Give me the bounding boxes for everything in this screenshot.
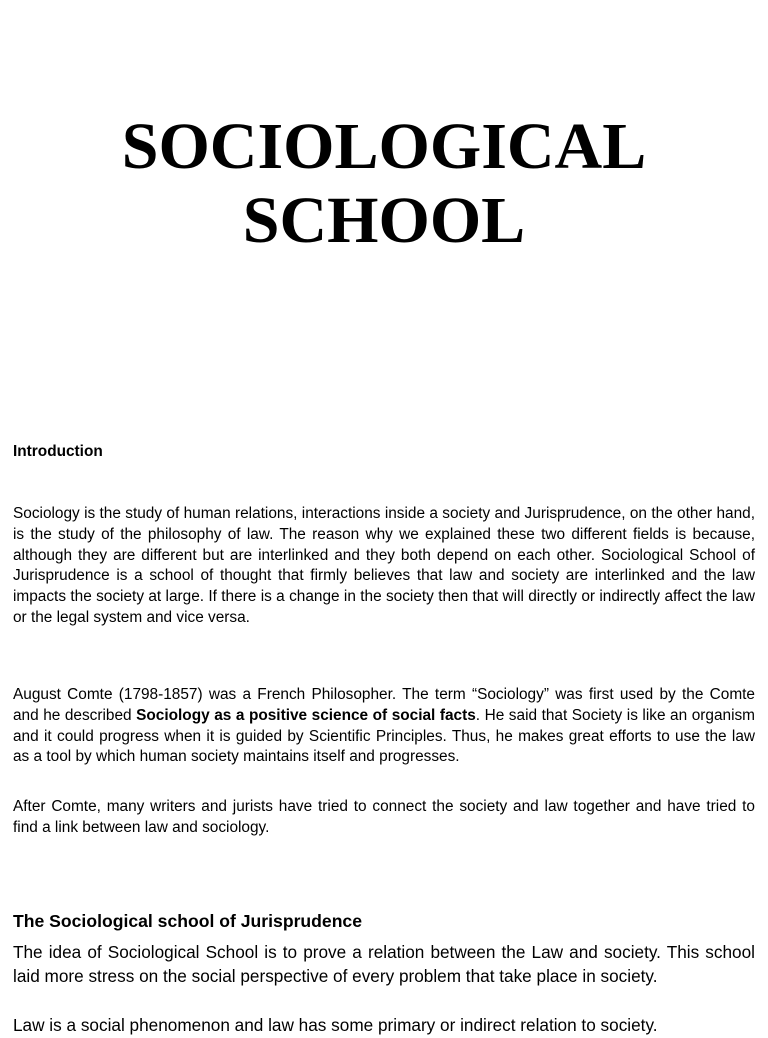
- paragraph-sociology-definition: Sociology is the study of human relations, interactions inside a society and Jurisprudence, on the other hand, is the study of the philosophy of law. The reason why we explained these two different fields is because, although they are different but are interlinked and they both depend on each other. Sociological School of Jurisprudence is a school of thought that firmly believes that law and society are interlinked and the law impacts the society at large. If there is a change in the society then that will directly or indirectly affect the law or the legal system and vice versa.: [13, 505, 755, 626]
- document-title: [0, 110, 768, 258]
- introduction-heading: Introduction: [13, 443, 103, 460]
- paragraph-comte-bold-phrase: Sociology as a positive science of social facts: [136, 706, 476, 724]
- paragraph-comte-text-2: . He said that Society is like an organism and it could progress when it is guided by Scientific Principles. Thus, he makes great efforts to use the law as a tool by which human society maintains itself and progresses.: [13, 706, 755, 766]
- paragraph-idea-of-school: The idea of Sociological School is to prove a relation between the Law and society. This school laid more stress on the social perspective of every problem that take place in society.: [13, 942, 755, 986]
- paragraph-comte-text-1: August Comte (1798-1857) was a French Philosopher. The term “Sociology” was first used by the Comte and he described: [13, 686, 755, 724]
- section-heading-sociological-school: The Sociological school of Jurisprudence: [13, 911, 363, 931]
- paragraph-law-social-phenomenon: Law is a social phenomenon and law has some primary or indirect relation to society.: [13, 1015, 658, 1035]
- paragraph-august-comte: [13, 685, 755, 768]
- paragraph-after-comte: After Comte, many writers and jurists have tried to connect the society and law together and have tried to find a link between law and sociology.: [13, 798, 755, 836]
- title-line-1: SOCIOLOGICAL: [121, 110, 647, 183]
- title-line-2: SCHOOL: [242, 184, 526, 257]
